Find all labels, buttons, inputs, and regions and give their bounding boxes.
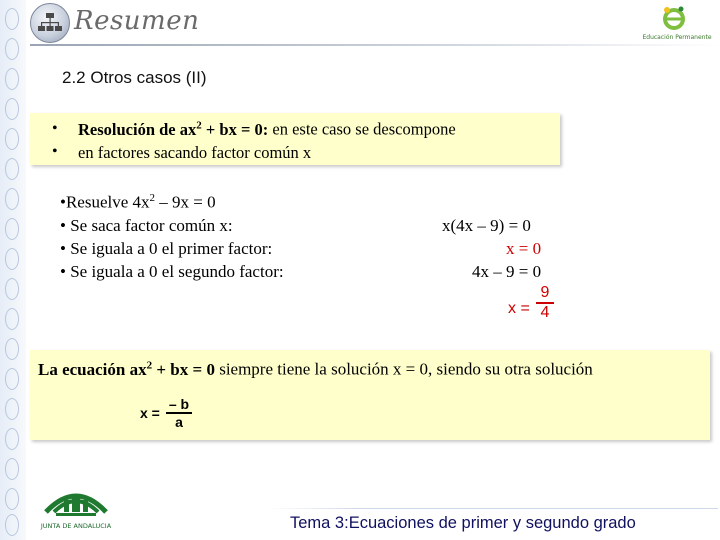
binding-ring xyxy=(5,308,19,330)
second-equation: 4x – 9 = 0 xyxy=(472,262,542,281)
solution-denominator: 4 xyxy=(540,304,550,321)
andalucia-emblem-icon xyxy=(38,478,114,522)
conclusion-text: La ecuación $ax^2$ + bx = 0 siempre tiene la solución x = 0, siendo su otra solución xyxy=(38,359,593,379)
section-title: 2.2 Otros casos (II) xyxy=(62,68,207,87)
binding-ring xyxy=(5,488,19,510)
step-2: • Se saca factor común x: xyxy=(60,216,233,235)
footer-org: JUNTA DE ANDALUCIA xyxy=(40,522,112,530)
junta-andalucia-logo xyxy=(38,478,114,534)
binding-ring xyxy=(5,514,19,536)
sitemap-icon xyxy=(30,3,70,43)
binding-ring xyxy=(5,218,19,240)
brand-logo xyxy=(636,4,716,44)
callout-line-2: en factores sacando factor común x xyxy=(78,143,312,162)
binding-ring xyxy=(5,248,19,270)
binding-ring xyxy=(5,98,19,120)
footer-title: Tema 3:Ecuaciones de primer y segundo grado xyxy=(290,514,636,532)
bullet: • xyxy=(52,143,58,160)
binding-ring xyxy=(5,38,19,60)
conclusion-box xyxy=(30,350,710,440)
step-3: • Se iguala a 0 el primer factor: xyxy=(60,239,273,258)
solution-numerator: 9 xyxy=(540,284,550,301)
footer-divider xyxy=(270,508,718,509)
binding-ring xyxy=(5,458,19,480)
formula-fraction xyxy=(166,396,192,430)
header-title: Resumen xyxy=(74,6,200,36)
binding-ring xyxy=(5,278,19,300)
binding-ring xyxy=(5,188,19,210)
bullet: • xyxy=(52,120,58,137)
binding-ring xyxy=(5,428,19,450)
callout-line-1: Resolución de $ax^2$ + bx = 0: en este caso se descompone xyxy=(78,119,456,139)
e-logo-icon xyxy=(636,4,716,36)
binding-ring xyxy=(5,368,19,390)
header-divider xyxy=(30,44,720,46)
formula-denominator: a xyxy=(175,414,183,430)
factored-equation: x(4x – 9) = 0 xyxy=(442,216,531,235)
binding-ring xyxy=(5,398,19,420)
method-callout xyxy=(30,113,560,165)
binding-ring xyxy=(5,8,19,30)
step-1: •Resuelve $4x^2 - 9x = 0$ xyxy=(60,192,216,212)
formula-numerator: – b xyxy=(168,396,190,412)
binding-ring xyxy=(5,68,19,90)
solution-label: x = xyxy=(508,300,530,317)
binding-ring xyxy=(5,158,19,180)
step-4: • Se iguala a 0 el segundo factor: xyxy=(60,262,284,281)
brand-name: Educación Permanente xyxy=(642,34,712,41)
binding-ring xyxy=(5,338,19,360)
first-root: x = 0 xyxy=(506,239,542,258)
solution-fraction xyxy=(536,284,554,322)
notebook-binding xyxy=(0,0,26,540)
binding-ring xyxy=(5,128,19,150)
formula-label: x = xyxy=(140,405,160,421)
